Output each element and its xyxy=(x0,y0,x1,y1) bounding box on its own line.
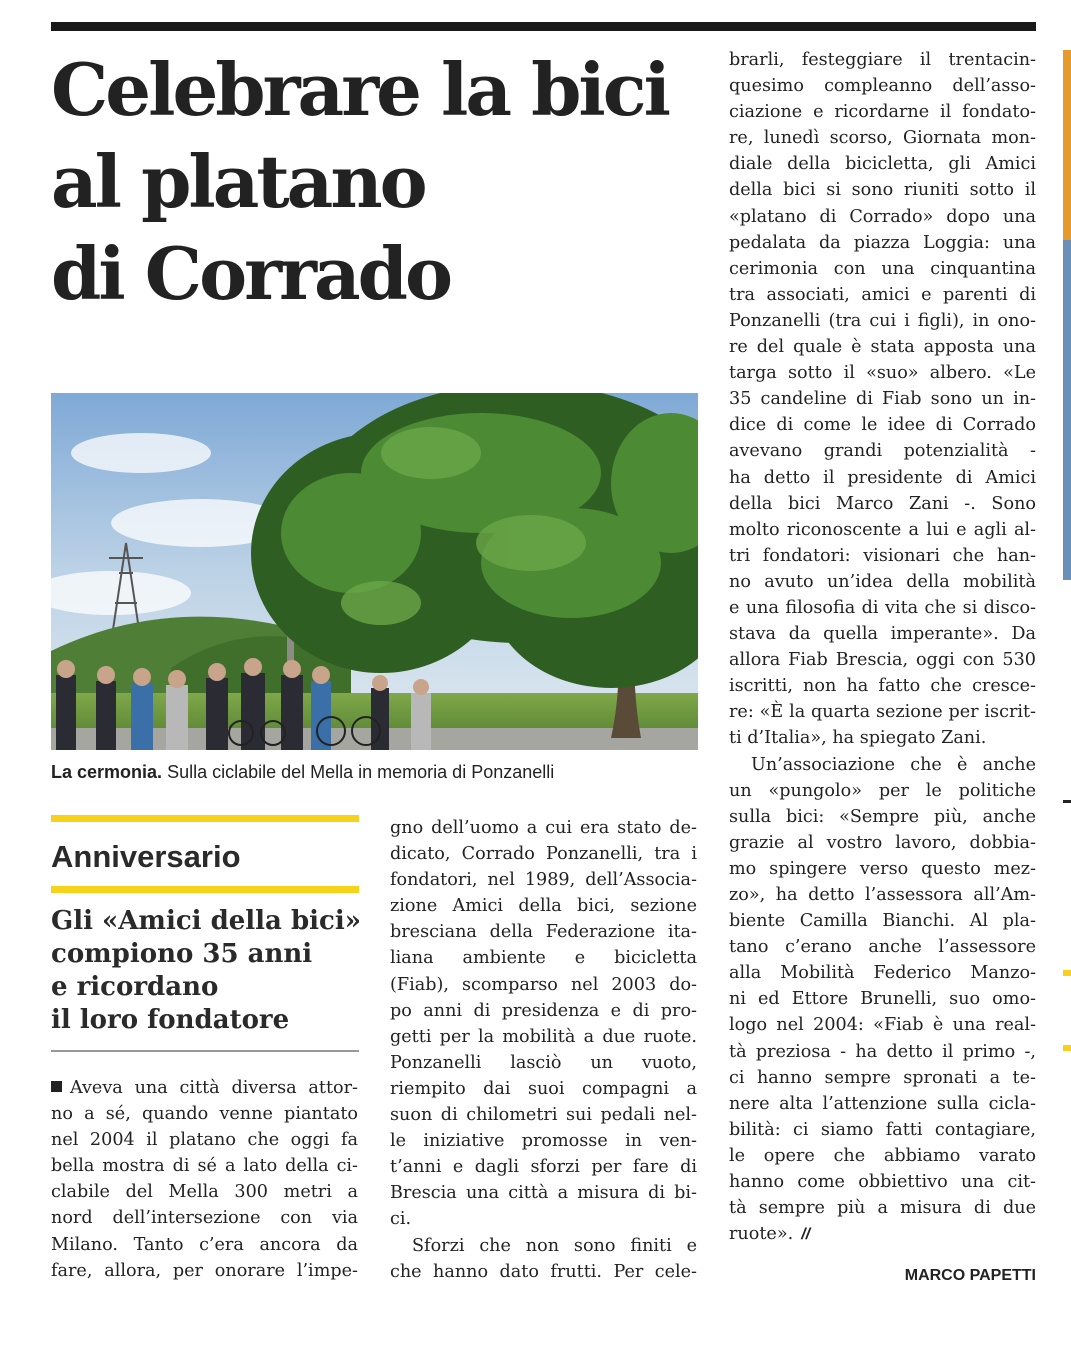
body-line: nel 2004 il platano che oggi fa xyxy=(51,1130,358,1151)
body-line: della bici Marco Zani -. Sono xyxy=(729,493,1036,514)
body-line: tra associati, amici e parenti di xyxy=(729,284,1036,305)
body-line: suon di chilometri sui pedali nel- xyxy=(390,1105,697,1126)
body-line: po anni di presidenza e di pro- xyxy=(390,1000,697,1021)
body-line: stava da quella imperante». Da xyxy=(729,624,1036,645)
body-line: diale della bicicletta, gli Amici xyxy=(729,154,1036,175)
body-line: della bici si sono riuniti sotto il xyxy=(729,180,1036,201)
section-kicker: Anniversario xyxy=(51,839,241,874)
body-line: zione Amici della bici, sezione xyxy=(390,896,697,917)
body-line: t’anni e dagli sforzi per fare di xyxy=(390,1157,697,1178)
body-line: un «pungolo» per le politiche xyxy=(729,780,1036,801)
caption-label: La cermonia. xyxy=(51,762,163,782)
body-line: ti d’Italia», ha spiegato Zani. xyxy=(729,728,987,749)
body-line: che hanno dato frutti. Per cele- xyxy=(390,1261,697,1282)
body-line: avevano grandi potenzialità - xyxy=(729,441,1036,462)
body-line: ruote». // xyxy=(729,1224,811,1245)
body-line: tà sempre più a misura di due xyxy=(729,1198,1036,1219)
body-line: Brescia una città a misura di bi- xyxy=(390,1183,697,1204)
body-line: ni ed Ettore Brunelli, suo omo- xyxy=(729,989,1036,1010)
top-rule xyxy=(51,22,1036,31)
body-line: tri fondatori: visionari che han- xyxy=(729,545,1036,566)
body-line: Aveva una città diversa attor- xyxy=(51,1075,358,1101)
body-line: mo spingere verso questo mez- xyxy=(729,858,1036,879)
body-line: alla Mobilità Federico Manzo- xyxy=(729,963,1036,984)
body-line: riempito dai suoi compagni a xyxy=(390,1078,697,1099)
body-line: zo», ha detto l’assessora all’Am- xyxy=(729,885,1036,905)
headline xyxy=(51,44,711,320)
kicker-top-rule xyxy=(51,815,359,822)
body-line: Un’associazione che è anche xyxy=(751,754,1036,775)
photo-caption xyxy=(51,760,711,784)
body-line: quesimo compleanno dell’asso- xyxy=(729,76,1036,97)
body-line: Ponzanelli (tra cui i figli), in ono- xyxy=(729,310,1036,331)
body-line: fare, allora, per onorare l’impe- xyxy=(51,1260,358,1281)
body-line: nere alta l’attenzione sulla cicla- xyxy=(729,1093,1036,1114)
end-mark: // xyxy=(801,1226,811,1244)
body-line: bella mostra di sé a lato della ci- xyxy=(51,1156,358,1177)
body-line: gno dell’uomo a cui era stato de- xyxy=(390,818,697,838)
body-line: no avuto un’idea della mobilità xyxy=(729,571,1036,592)
body-line: ha detto il presidente di Amici xyxy=(729,467,1036,488)
body-line: brarli, festeggiare il trentacin- xyxy=(729,50,1036,70)
body-line: cerimonia con una cinquantina xyxy=(729,258,1036,279)
subhead-line: e ricordano xyxy=(51,972,219,1002)
headline-line: Celebrare la bici xyxy=(51,47,668,132)
ceremony-photo xyxy=(51,393,698,750)
body-line: nord dell’intersezione con via xyxy=(51,1208,358,1229)
subhead-line: il loro fondatore xyxy=(51,1005,290,1035)
body-line: dicato, Corrado Ponzanelli, tra i xyxy=(390,844,697,865)
body-line: re del quale è stata apposta una xyxy=(729,337,1036,358)
headline-line: di Corrado xyxy=(51,231,450,316)
body-column-3 xyxy=(729,47,1036,1248)
body-line: ciazione e ricordarne il fondato- xyxy=(729,102,1036,123)
body-line: clabile del Mella 300 metri a xyxy=(51,1182,358,1203)
byline: MARCO PAPETTI xyxy=(904,1267,1036,1284)
body-line: «platano di Corrado» dopo una xyxy=(729,206,1036,227)
body-line: liana ambiente e bicicletta xyxy=(390,948,697,969)
body-line: biente Camilla Bianchi. Al pla- xyxy=(729,911,1036,932)
body-line: no a sé, quando venne piantato xyxy=(51,1104,358,1125)
body-line: pedalata da piazza Loggia: una xyxy=(729,232,1036,253)
subhead-line: compiono 35 anni xyxy=(51,939,313,969)
body-line: targa sotto il «suo» albero. «Le xyxy=(729,363,1036,384)
body-line: ci hanno sempre spronati a te- xyxy=(729,1067,1036,1088)
bullet-square-icon xyxy=(51,1081,62,1092)
body-line: re, lunedì scorso, Giornata mon- xyxy=(729,128,1036,149)
body-line: getti per la mobilità a due ruote. xyxy=(390,1026,697,1047)
body-line: iscritti, non ha fatto che cresce- xyxy=(729,676,1036,697)
body-line: Ponzanelli lasciò un vuoto, xyxy=(390,1052,697,1073)
body-line: fondatori, nel 1989, dell’Associa- xyxy=(390,870,697,891)
body-line: dice di come le idee di Corrado xyxy=(729,415,1036,436)
headline-line: al platano xyxy=(51,139,425,224)
body-line: molto riconoscente a lui e agli al- xyxy=(729,519,1036,540)
body-line: sulla bici: «Sempre più, anche xyxy=(729,806,1036,827)
body-column-2 xyxy=(390,815,697,1285)
body-line: bilità: ci siamo fatti contagiare, xyxy=(729,1119,1036,1140)
body-line: tà preziosa - ha detto il primo -, xyxy=(729,1041,1036,1062)
body-line: bresciana della Federazione ita- xyxy=(390,922,697,943)
body-line: logo nel 2004: «Fiab è una real- xyxy=(729,1015,1036,1036)
subhead-line: Gli «Amici della bici» xyxy=(51,906,361,936)
subheadline xyxy=(51,905,371,1037)
body-line: allora Fiab Brescia, oggi con 530 xyxy=(729,650,1036,671)
body-line: le iniziative promosse in ven- xyxy=(390,1131,697,1152)
body-line: re: «È la quarta sezione per iscrit- xyxy=(729,702,1036,723)
body-line: hanno come obbiettivo una cit- xyxy=(729,1172,1036,1193)
body-line: grazie al vostro lavoro, dobbia- xyxy=(729,832,1036,853)
kicker-bottom-rule xyxy=(51,886,359,893)
body-line: 35 candeline di Fiab sono un in- xyxy=(729,389,1036,410)
body-line: tano c’erano anche l’assessore xyxy=(729,937,1036,958)
body-column-1 xyxy=(51,1075,358,1284)
subhead-divider xyxy=(51,1050,359,1052)
body-line: Sforzi che non sono finiti e xyxy=(412,1235,697,1256)
caption-text: Sulla ciclabile del Mella in memoria di Ponzanelli xyxy=(167,762,555,782)
body-line: (Fiab), scomparso nel 2003 do- xyxy=(390,974,697,995)
body-line: Milano. Tanto c’era ancora da xyxy=(51,1234,358,1255)
body-line: e una filosofia di vita che si disco- xyxy=(729,597,1036,618)
body-line: le opere che abbiamo varato xyxy=(729,1145,1036,1166)
body-line: ci. xyxy=(390,1209,412,1230)
adjacent-article-edge xyxy=(1063,0,1071,1355)
